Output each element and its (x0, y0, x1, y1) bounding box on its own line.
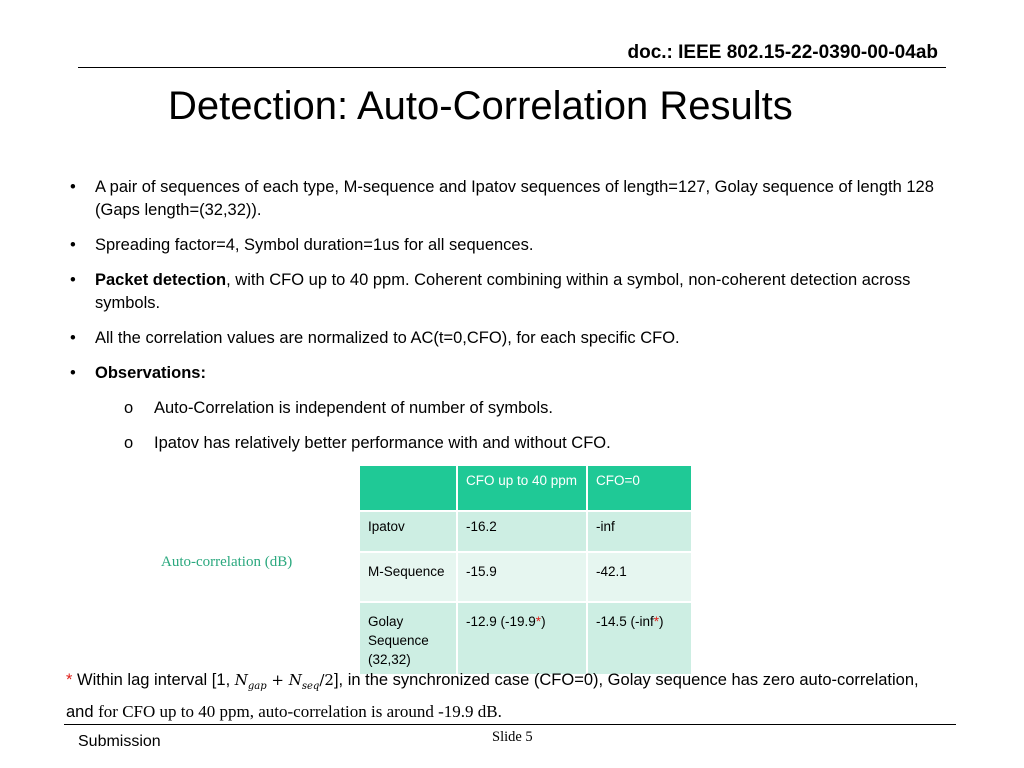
table-cell: -12.9 (-19.9*) (457, 602, 587, 675)
table-cell: -14.5 (-inf*) (587, 602, 692, 675)
table-cell: -42.1 (587, 552, 692, 602)
bullet-dot-icon: • (70, 178, 76, 196)
sub-bullet-item (70, 432, 950, 455)
footnote-text: Within lag interval [1, (72, 671, 235, 689)
sub-bullet-item (70, 397, 950, 420)
footer-submission: Submission (78, 733, 161, 750)
bullet-item (70, 327, 950, 350)
footer-divider (64, 724, 956, 725)
bullet-item (70, 176, 950, 222)
table-header-cell (359, 465, 457, 511)
footnote (66, 668, 946, 725)
table-header-cell: CFO=0 (587, 465, 692, 511)
bullet-bold-text: Packet detection (95, 271, 227, 289)
footnote-text-serif: for CFO up to 40 ppm, auto-correlation is around -19.9 dB. (98, 702, 502, 721)
bullet-item (70, 269, 950, 315)
table-row (359, 602, 692, 675)
bullet-text: A pair of sequences of each type, M-sequence and Ipatov sequences of length=127, Golay sequence of length 128 (Gaps length=(32,32)). (95, 178, 934, 219)
table-header-cell: CFO up to 40 ppm (457, 465, 587, 511)
header-divider (78, 67, 946, 68)
sub-bullet-text: Auto-Correlation is independent of number of symbols. (154, 399, 553, 417)
bullet-item (70, 362, 950, 385)
table-cell: M-Sequence (359, 552, 457, 602)
sub-bullet-marker: o (124, 434, 134, 452)
bullet-list (70, 176, 950, 467)
bullet-text: , with CFO up to 40 ppm. Coherent combining within a symbol, non-coherent detection across symbols. (95, 271, 911, 312)
table-row (359, 511, 692, 552)
bullet-item (70, 234, 950, 257)
bullet-dot-icon: • (70, 236, 76, 254)
bullet-bold-text: Observations: (95, 364, 206, 382)
footnote-asterisk: * (66, 671, 73, 689)
table-cell: Ipatov (359, 511, 457, 552)
bullet-dot-icon: • (70, 329, 76, 347)
sub-bullet-text: Ipatov has relatively better performance with and without CFO. (154, 434, 611, 452)
asterisk-mark: * (535, 614, 542, 629)
table-cell: -15.9 (457, 552, 587, 602)
sub-bullet-marker: o (124, 399, 134, 417)
slide-title: Detection: Auto-Correlation Results (168, 84, 793, 128)
document-id: doc.: IEEE 802.15-22-0390-00-04ab (627, 42, 938, 63)
slide-number: Slide 5 (492, 729, 533, 745)
table-side-label: Auto-correlation (dB) (161, 554, 293, 570)
bullet-text: All the correlation values are normalized to AC(t=0,CFO), for each specific CFO. (95, 329, 680, 347)
footnote-text: ], in the synchronized case (CFO=0), Golay sequence has zero auto-correlation, and (66, 671, 919, 721)
table-row (359, 552, 692, 602)
table-cell: Golay Sequence (32,32) (359, 602, 457, 675)
asterisk-mark: * (653, 614, 660, 629)
bullet-dot-icon: • (70, 271, 76, 289)
bullet-dot-icon: • (70, 364, 76, 382)
bullet-text: Spreading factor=4, Symbol duration=1us for all sequences. (95, 236, 534, 254)
results-table (358, 464, 693, 676)
table-cell: -16.2 (457, 511, 587, 552)
math-n-gap: $N_{gap} + N_{seq}/2$ (234, 671, 334, 692)
table-header-row (359, 465, 692, 511)
table-cell: -inf (587, 511, 692, 552)
